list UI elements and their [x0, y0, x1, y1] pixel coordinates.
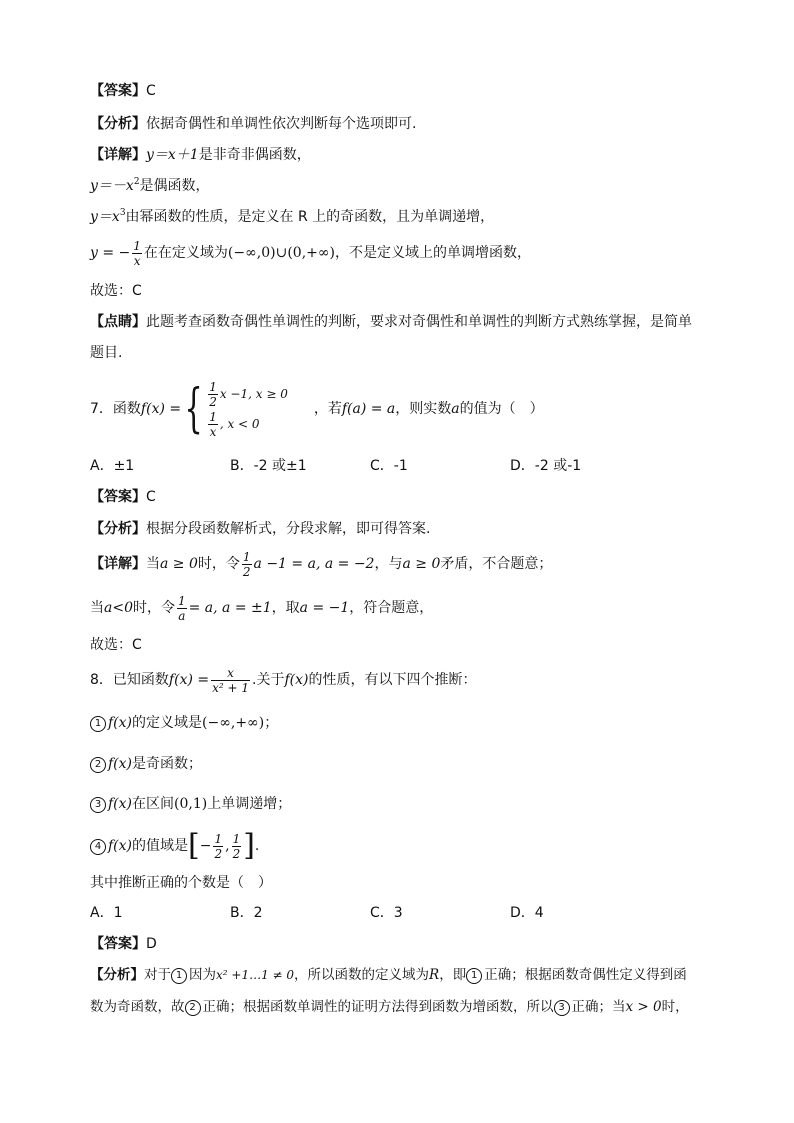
question-number: 8．已知函数 [90, 672, 169, 688]
detail-text: 时，令 [197, 556, 240, 572]
stem-text: .关于 [252, 672, 285, 688]
circled-number-icon: 3 [90, 797, 106, 813]
question-text: 其中推断正确的个数是（ ） [90, 875, 272, 891]
analysis-tag: 【分析】 [90, 521, 146, 537]
case-expr: x −1, x ≥ 0 [219, 387, 288, 401]
math-expr: x > 0 [625, 999, 662, 1015]
case-expr: , x < 0 [219, 417, 260, 431]
math-expr: (−∞,+∞) [202, 715, 265, 731]
option-a[interactable]: A．±1 [90, 458, 135, 474]
comment-text: 此题考查函数奇偶性单调性的判断，要求对奇偶性和单调性的判断方式熟练掌握，是简单 [146, 314, 692, 330]
detail-text: ，不是定义域上的单调增函数， [335, 245, 531, 261]
math-sign: − [199, 838, 212, 854]
math-expr: f(x) [108, 838, 133, 854]
math-var: a [451, 401, 460, 417]
math-expr: y = − [90, 245, 131, 261]
option-d[interactable]: D．-2 或-1 [510, 458, 582, 474]
function-name: f(x) = [168, 672, 210, 688]
statement-text: . [254, 838, 260, 854]
detail-text: ，符合题意， [349, 600, 434, 616]
numerator: x [211, 666, 250, 681]
math-expr: x² +1…1 ≠ 0 [216, 968, 295, 982]
math-expr: y＝－x [90, 178, 134, 194]
circled-number-icon: 2 [185, 1000, 201, 1016]
statement-text: 是奇函数； [132, 756, 203, 772]
denominator: x [133, 253, 141, 268]
q8-statement-2 [90, 753, 724, 775]
function-name: f(x) = [140, 401, 182, 417]
q8-statement-3 [90, 793, 724, 815]
q6-comment-line-2 [90, 342, 724, 364]
numerator: 1 [214, 831, 223, 846]
q6-detail-line-3 [90, 206, 724, 228]
q7-analysis-line [90, 518, 724, 540]
analysis-tag: 【分析】 [90, 967, 144, 983]
q8-options [90, 902, 724, 924]
statement-text: 在区间 [132, 796, 175, 812]
math-expr: y＝x [90, 209, 120, 225]
piecewise-cases [206, 379, 288, 439]
fraction [213, 832, 223, 861]
stem-text: 的性质，有以下四个推断： [308, 672, 477, 688]
numerator: 1 [209, 410, 217, 424]
option-b[interactable]: B．-2 或±1 [230, 458, 307, 474]
math-exponent: 3 [119, 208, 126, 218]
math-expr: f(x) [108, 756, 133, 772]
right-bracket-icon: ] [243, 828, 255, 863]
fraction [242, 550, 252, 579]
denominator: 2 [209, 395, 217, 409]
math-expr: f(a) = a [341, 401, 396, 417]
option-c[interactable]: C．3 [370, 905, 403, 921]
q8-statement-4 [90, 826, 724, 866]
answer-tag: 【答案】 [90, 489, 146, 505]
q7-detail-line-1 [90, 546, 724, 582]
q6-analysis-line [90, 113, 724, 135]
case-1 [206, 379, 288, 409]
math-expr: a ≥ 0 [160, 556, 198, 572]
q8-stem [90, 662, 724, 698]
analysis-text: 对于 [144, 967, 171, 983]
choose-text: 故选：C [90, 283, 142, 299]
fraction [211, 666, 250, 695]
denominator: 2 [232, 846, 241, 861]
math-expr: f(x) [108, 796, 133, 812]
detail-text: 当 [146, 556, 160, 572]
q7-choose-line [90, 634, 724, 656]
detail-text: 由幂函数的性质，是定义在 R 上的奇函数，且为单调递增， [125, 209, 495, 225]
comment-tag: 【点睛】 [90, 314, 146, 330]
q8-statement-1 [90, 712, 724, 734]
option-b[interactable]: B．2 [230, 905, 263, 921]
math-expr: = a, a = ±1 [188, 600, 272, 616]
q7-options [90, 455, 724, 477]
comment-text: 题目. [90, 345, 123, 361]
q8-question-line [90, 872, 724, 894]
option-c[interactable]: C．-1 [370, 458, 408, 474]
analysis-text: 正确；根据函数奇偶性定义得到函 [484, 967, 687, 983]
left-bracket-icon: [ [188, 828, 200, 863]
analysis-text: 根据分段函数解析式，分段求解，即可得答案. [146, 521, 431, 537]
denominator: x [209, 425, 217, 439]
math-expr: a ≥ 0 [402, 556, 441, 572]
fraction [177, 594, 187, 623]
case-2 [206, 409, 288, 439]
q7-answer-line [90, 486, 724, 508]
math-domain: (−∞,0)∪(0,+∞) [227, 245, 335, 261]
math-exponent: 2 [133, 177, 140, 187]
q6-choose-line [90, 280, 724, 302]
math-expr: f(x) [284, 672, 309, 688]
q6-detail-line-1 [90, 144, 724, 166]
detail-text: 时，令 [132, 600, 175, 616]
circled-number-icon: 2 [90, 757, 106, 773]
circled-number-icon: 1 [90, 716, 106, 732]
choose-text: 故选：C [90, 637, 142, 653]
stem-text: ，若 [313, 401, 342, 417]
detail-text: 在在定义域为 [143, 245, 228, 261]
analysis-text: 数为奇函数，故 [90, 999, 185, 1015]
analysis-text: 因为 [189, 967, 216, 983]
q8-answer-line [90, 933, 724, 955]
statement-text: 的值域是 [132, 838, 189, 854]
statement-text: 上单调递增； [207, 796, 292, 812]
circled-number-icon: 1 [171, 968, 187, 984]
detail-tag: 【详解】 [90, 147, 146, 163]
option-d[interactable]: D．4 [510, 905, 544, 921]
q7-stem [90, 376, 724, 442]
option-a[interactable]: A．1 [90, 905, 123, 921]
left-brace-icon: { [184, 379, 203, 439]
fraction [208, 410, 218, 439]
analysis-text: ，所以函数的定义域为 [294, 967, 430, 983]
detail-text: ，与 [374, 556, 403, 572]
denominator: a [178, 608, 186, 623]
statement-text: ； [264, 715, 279, 731]
q6-detail-line-4 [90, 236, 724, 270]
answer-value: C [146, 489, 156, 505]
analysis-text: 依据奇偶性和单调性依次判断每个选项即可. [146, 116, 417, 132]
statement-text: 的定义域是 [132, 715, 203, 731]
numerator: 1 [242, 549, 251, 564]
detail-tag: 【详解】 [90, 556, 146, 572]
circled-number-icon: 1 [466, 968, 482, 984]
denominator: 2 [214, 846, 223, 861]
answer-value: C [146, 83, 156, 99]
numerator: 1 [209, 380, 217, 394]
detail-text: 是偶函数， [139, 178, 210, 194]
detail-text: 矛盾，不合题意； [440, 556, 553, 572]
q8-analysis-line-1 [90, 964, 724, 986]
detail-text: 当 [90, 600, 104, 616]
analysis-text: 正确；根据函数单调性的证明方法得到函数为增函数，所以 [202, 999, 554, 1015]
stem-text: ，则实数 [395, 401, 452, 417]
detail-text: ，取 [271, 600, 300, 616]
denominator: 2 [242, 564, 251, 579]
circled-number-icon: 3 [554, 1000, 570, 1016]
fraction [132, 239, 142, 268]
q6-detail-line-2 [90, 175, 724, 197]
comma-separator: , [225, 838, 230, 854]
math-var: R [429, 967, 440, 983]
q6-comment-line-1 [90, 311, 724, 333]
circled-number-icon: 4 [90, 839, 106, 855]
numerator: 1 [232, 831, 241, 846]
numerator: 1 [133, 238, 141, 253]
fraction [232, 832, 242, 861]
question-number: 7．函数 [90, 401, 141, 417]
analysis-text: ，即 [439, 967, 467, 983]
answer-tag: 【答案】 [90, 936, 146, 952]
q7-detail-line-2 [90, 590, 724, 626]
answer-value: D [146, 936, 157, 952]
analysis-text: 时， [661, 999, 689, 1015]
math-expr: a = −1 [299, 600, 350, 616]
analysis-text: 正确；当 [571, 999, 626, 1015]
numerator: 1 [177, 593, 186, 608]
denominator: x² + 1 [212, 680, 250, 695]
detail-text: 是非奇非偶函数， [198, 147, 311, 163]
math-expr: a −1 = a, a = −2 [253, 556, 375, 572]
analysis-tag: 【分析】 [90, 116, 146, 132]
math-expr: y＝x＋1 [146, 147, 199, 163]
fraction [208, 380, 218, 409]
q8-analysis-line-2 [90, 996, 724, 1018]
stem-text: 的值为（ ） [459, 401, 544, 417]
q6-answer-line [90, 80, 724, 102]
math-expr: f(x) [108, 715, 133, 731]
math-expr: a<0 [104, 600, 133, 616]
math-expr: (0,1) [174, 796, 208, 812]
answer-tag: 【答案】 [90, 83, 146, 99]
